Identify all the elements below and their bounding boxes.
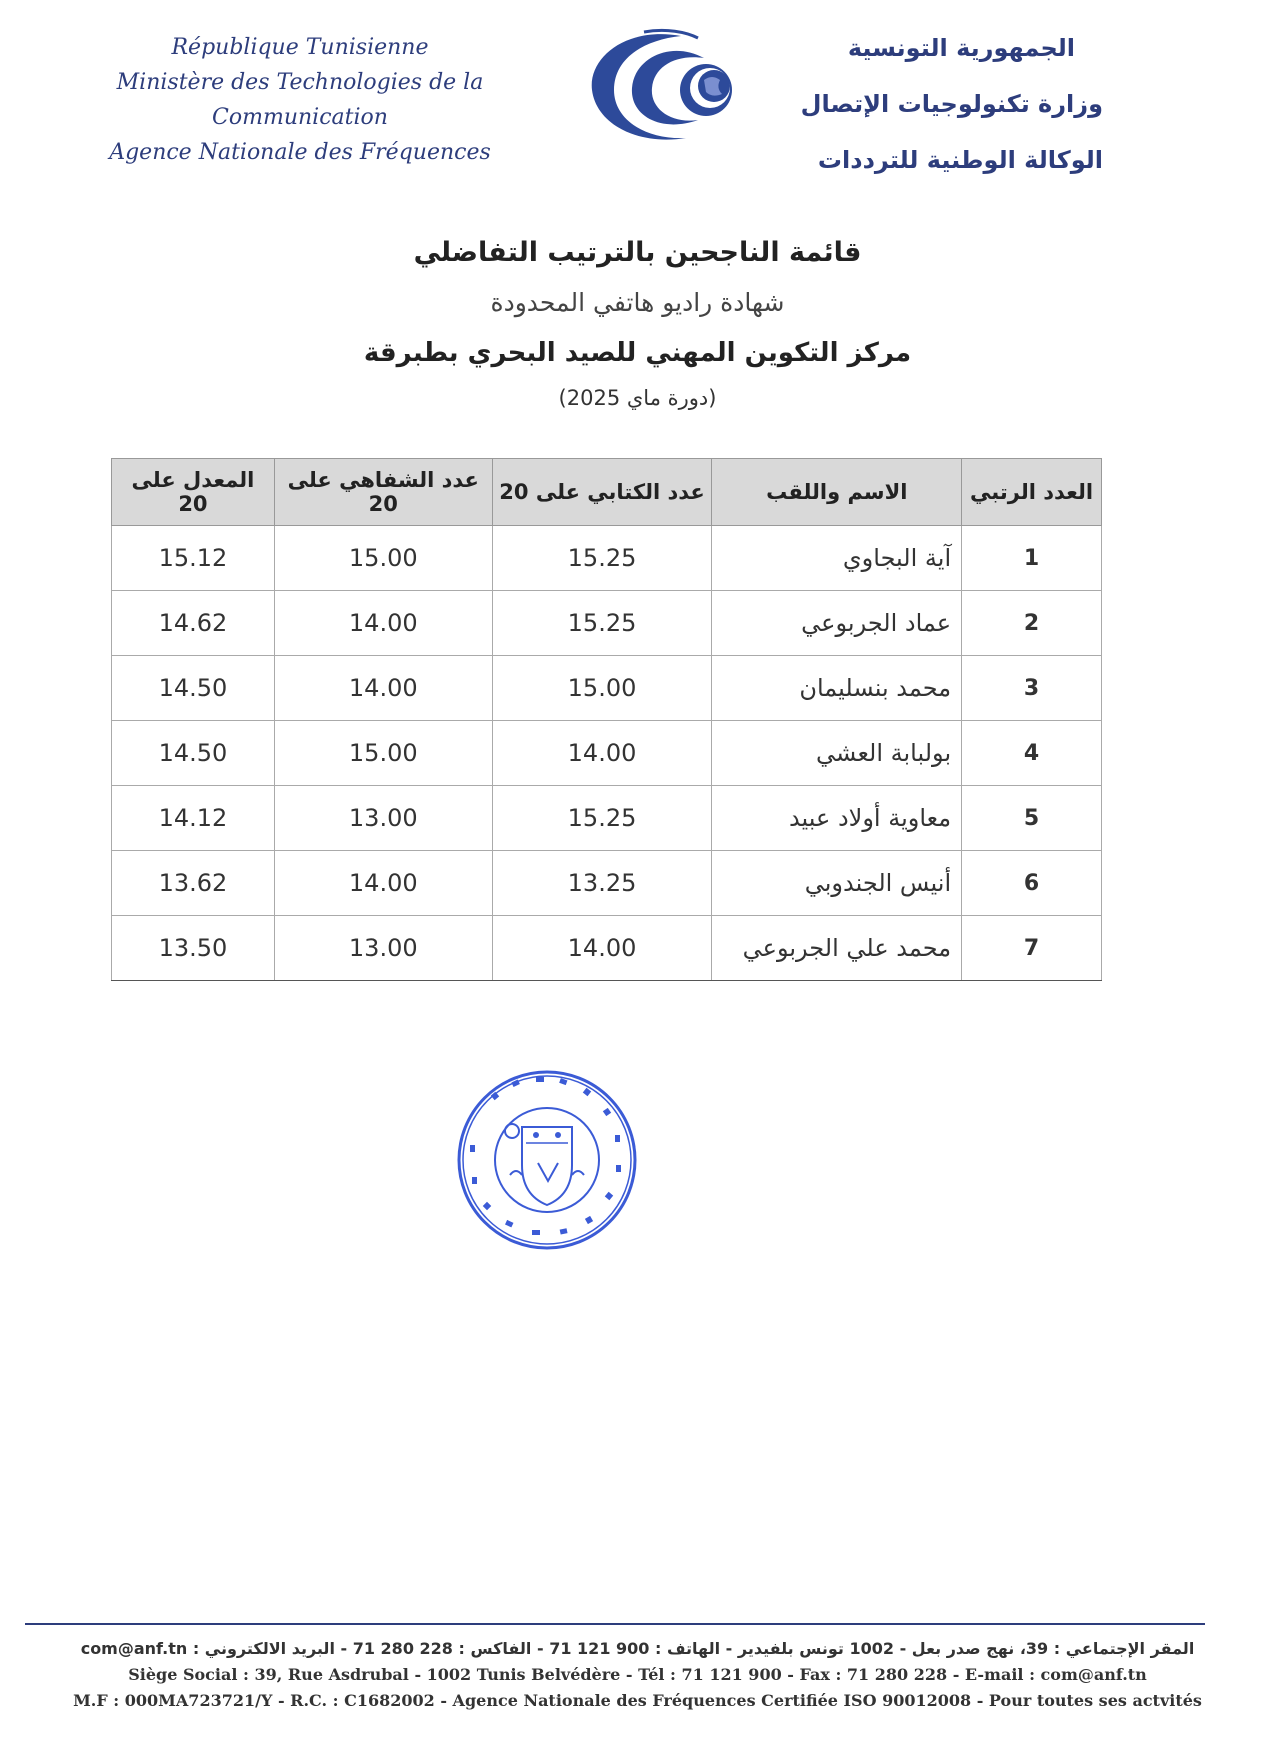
cell-rank: 4 (962, 721, 1102, 786)
cell-oral: 14.00 (274, 591, 492, 656)
cell-oral: 14.00 (274, 851, 492, 916)
cell-name: آية البجاوي (712, 526, 962, 591)
header-rank: العدد الرتبي (962, 459, 1102, 526)
cell-written: 15.25 (492, 526, 712, 591)
header-ar-agency: الوكالة الوطنية للترددات (817, 146, 1103, 174)
header-average: المعدل على 20 (112, 459, 275, 526)
cell-written: 14.00 (492, 916, 712, 981)
cell-written: 15.25 (492, 786, 712, 851)
cell-rank: 7 (962, 916, 1102, 981)
cell-average: 14.12 (112, 786, 275, 851)
footer (0, 1636, 1275, 1714)
header-fr-agency: Agence Nationale des Fréquences (109, 140, 491, 165)
cell-average: 14.50 (112, 656, 275, 721)
cell-rank: 2 (962, 591, 1102, 656)
table-row (112, 916, 1102, 981)
cell-oral: 13.00 (274, 916, 492, 981)
table-row (112, 526, 1102, 591)
center-title: مركز التكوين المهني للصيد البحري بطبرقة (363, 338, 912, 368)
table-row (112, 786, 1102, 851)
cell-written: 15.00 (492, 656, 712, 721)
cell-rank: 6 (962, 851, 1102, 916)
header-arabic (783, 20, 1103, 188)
footer-address-french: Siège Social : 39, Rue Asdrubal - 1002 Tunis Belvédère - Tél : 71 121 900 - Fax : 71 280 228 - E-mail : com@anf.tn (128, 1665, 1147, 1684)
table-header-row (112, 459, 1102, 526)
header-ar-ministry: وزارة تكنولوجيات الإتصال (800, 90, 1103, 118)
cell-oral: 13.00 (274, 786, 492, 851)
header-name: الاسم واللقب (712, 459, 962, 526)
header-ar-republic: الجمهورية التونسية (847, 34, 1075, 62)
certificate-title: شهادة راديو هاتفي المحدودة (490, 288, 785, 317)
cell-average: 14.50 (112, 721, 275, 786)
footer-address-arabic: المقر الإجتماعي : 39، نهج صدر بعل - 1002 تونس بلفيدير - الهاتف : 900 121 71 - الفاكس : 228 280 71 - البريد الالكتروني : com@anf.tn (80, 1639, 1195, 1658)
cell-name: محمد بنسليمان (712, 656, 962, 721)
cell-average: 13.50 (112, 916, 275, 981)
session-title: (دورة ماي 2025) (558, 386, 717, 410)
cell-name: معاوية أولاد عبيد (712, 786, 962, 851)
table-row (112, 851, 1102, 916)
cell-name: بولبابة العشي (712, 721, 962, 786)
header-fr-ministry: Ministère des Technologies de la Communication (116, 70, 484, 130)
cell-name: أنيس الجندوبي (712, 851, 962, 916)
cell-rank: 1 (962, 526, 1102, 591)
cell-written: 14.00 (492, 721, 712, 786)
header-fr-republic: République Tunisienne (171, 35, 429, 60)
header-oral: عدد الشفاهي على 20 (274, 459, 492, 526)
anf-logo-icon (586, 28, 746, 152)
table-row (112, 591, 1102, 656)
header-written: عدد الكتابي على 20 (492, 459, 712, 526)
cell-oral: 15.00 (274, 721, 492, 786)
cell-average: 14.62 (112, 591, 275, 656)
footer-divider (25, 1623, 1205, 1625)
cell-name: عماد الجربوعي (712, 591, 962, 656)
cell-written: 13.25 (492, 851, 712, 916)
cell-name: محمد علي الجربوعي (712, 916, 962, 981)
header-french (50, 30, 550, 170)
cell-oral: 14.00 (274, 656, 492, 721)
footer-registration: M.F : 000MA723721/Y - R.C. : C1682002 - Agence Nationale des Fréquences Certifiée ISO 90012008 - Pour toutes ses actvités (73, 1691, 1202, 1710)
document-titles (0, 228, 1275, 428)
cell-rank: 5 (962, 786, 1102, 851)
cell-average: 15.12 (112, 526, 275, 591)
page-title: قائمة الناجحين بالترتيب التفاضلي (413, 237, 862, 268)
table-row (112, 656, 1102, 721)
table-row (112, 721, 1102, 786)
results-table (111, 458, 1102, 981)
official-stamp-icon (452, 1065, 642, 1259)
cell-rank: 3 (962, 656, 1102, 721)
cell-written: 15.25 (492, 591, 712, 656)
cell-average: 13.62 (112, 851, 275, 916)
cell-oral: 15.00 (274, 526, 492, 591)
